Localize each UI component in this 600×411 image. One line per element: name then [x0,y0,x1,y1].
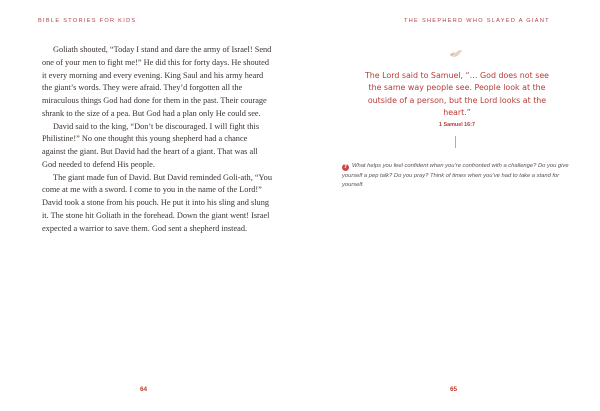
divider [455,136,456,148]
page-number-left: 64 [140,386,148,393]
running-head-left: BIBLE STORIES FOR KIDS [38,18,137,24]
scripture-quote [362,70,552,128]
quote-reference: 1 Samuel 16:7 [439,121,475,128]
question-mark-icon: ? [343,164,348,170]
dove-icon [449,49,463,59]
question-text: What helps you feel confident when you’re confronted with a challenge? Do you give yourself a pep talk? Do you pray? Think of times when you’ve had to take a stand for yourself. [342,163,569,189]
story-text [42,44,272,235]
paragraph: The giant made fun of David. But David reminded Goli-ath, “You come at me with a sword. I come to you in the name of the Lord!” David took a stone from his pouch. He put it into his sling and slung it. The stone hit Goliath in the forehead. Down the giant went! Israel expected a warrior to save them. God sent a shepherd instead. [42,172,272,233]
reflection-question [342,162,574,191]
quote-text: The Lord said to Samuel, “… God does not see the same way people see. People look at the outside of a person, but the Lord looks at the heart.” [364,71,550,118]
paragraph: David said to the king, “Don’t be discouraged. I will fight this Philistine!” No one thought this young shepherd had a chance against the giant. But David had the heart of a giant. That was all God needed to defend His people. [42,121,260,169]
paragraph: Goliath shouted, “Today I stand and dare the army of Israel! Send one of your men to fight me!” He did this for forty days. He shouted it every morning and every evening. King Saul and his army heard the giant’s words. They were afraid. They’d forgotten all the miraculous things God had done for them in the past. Their courage shrank to the size of a pea. But God had a plan only He could see. [42,45,272,118]
running-head-right: THE SHEPHERD WHO SLAYED A GIANT [404,18,550,24]
page-number-right: 65 [450,386,458,393]
right-page [300,0,600,411]
